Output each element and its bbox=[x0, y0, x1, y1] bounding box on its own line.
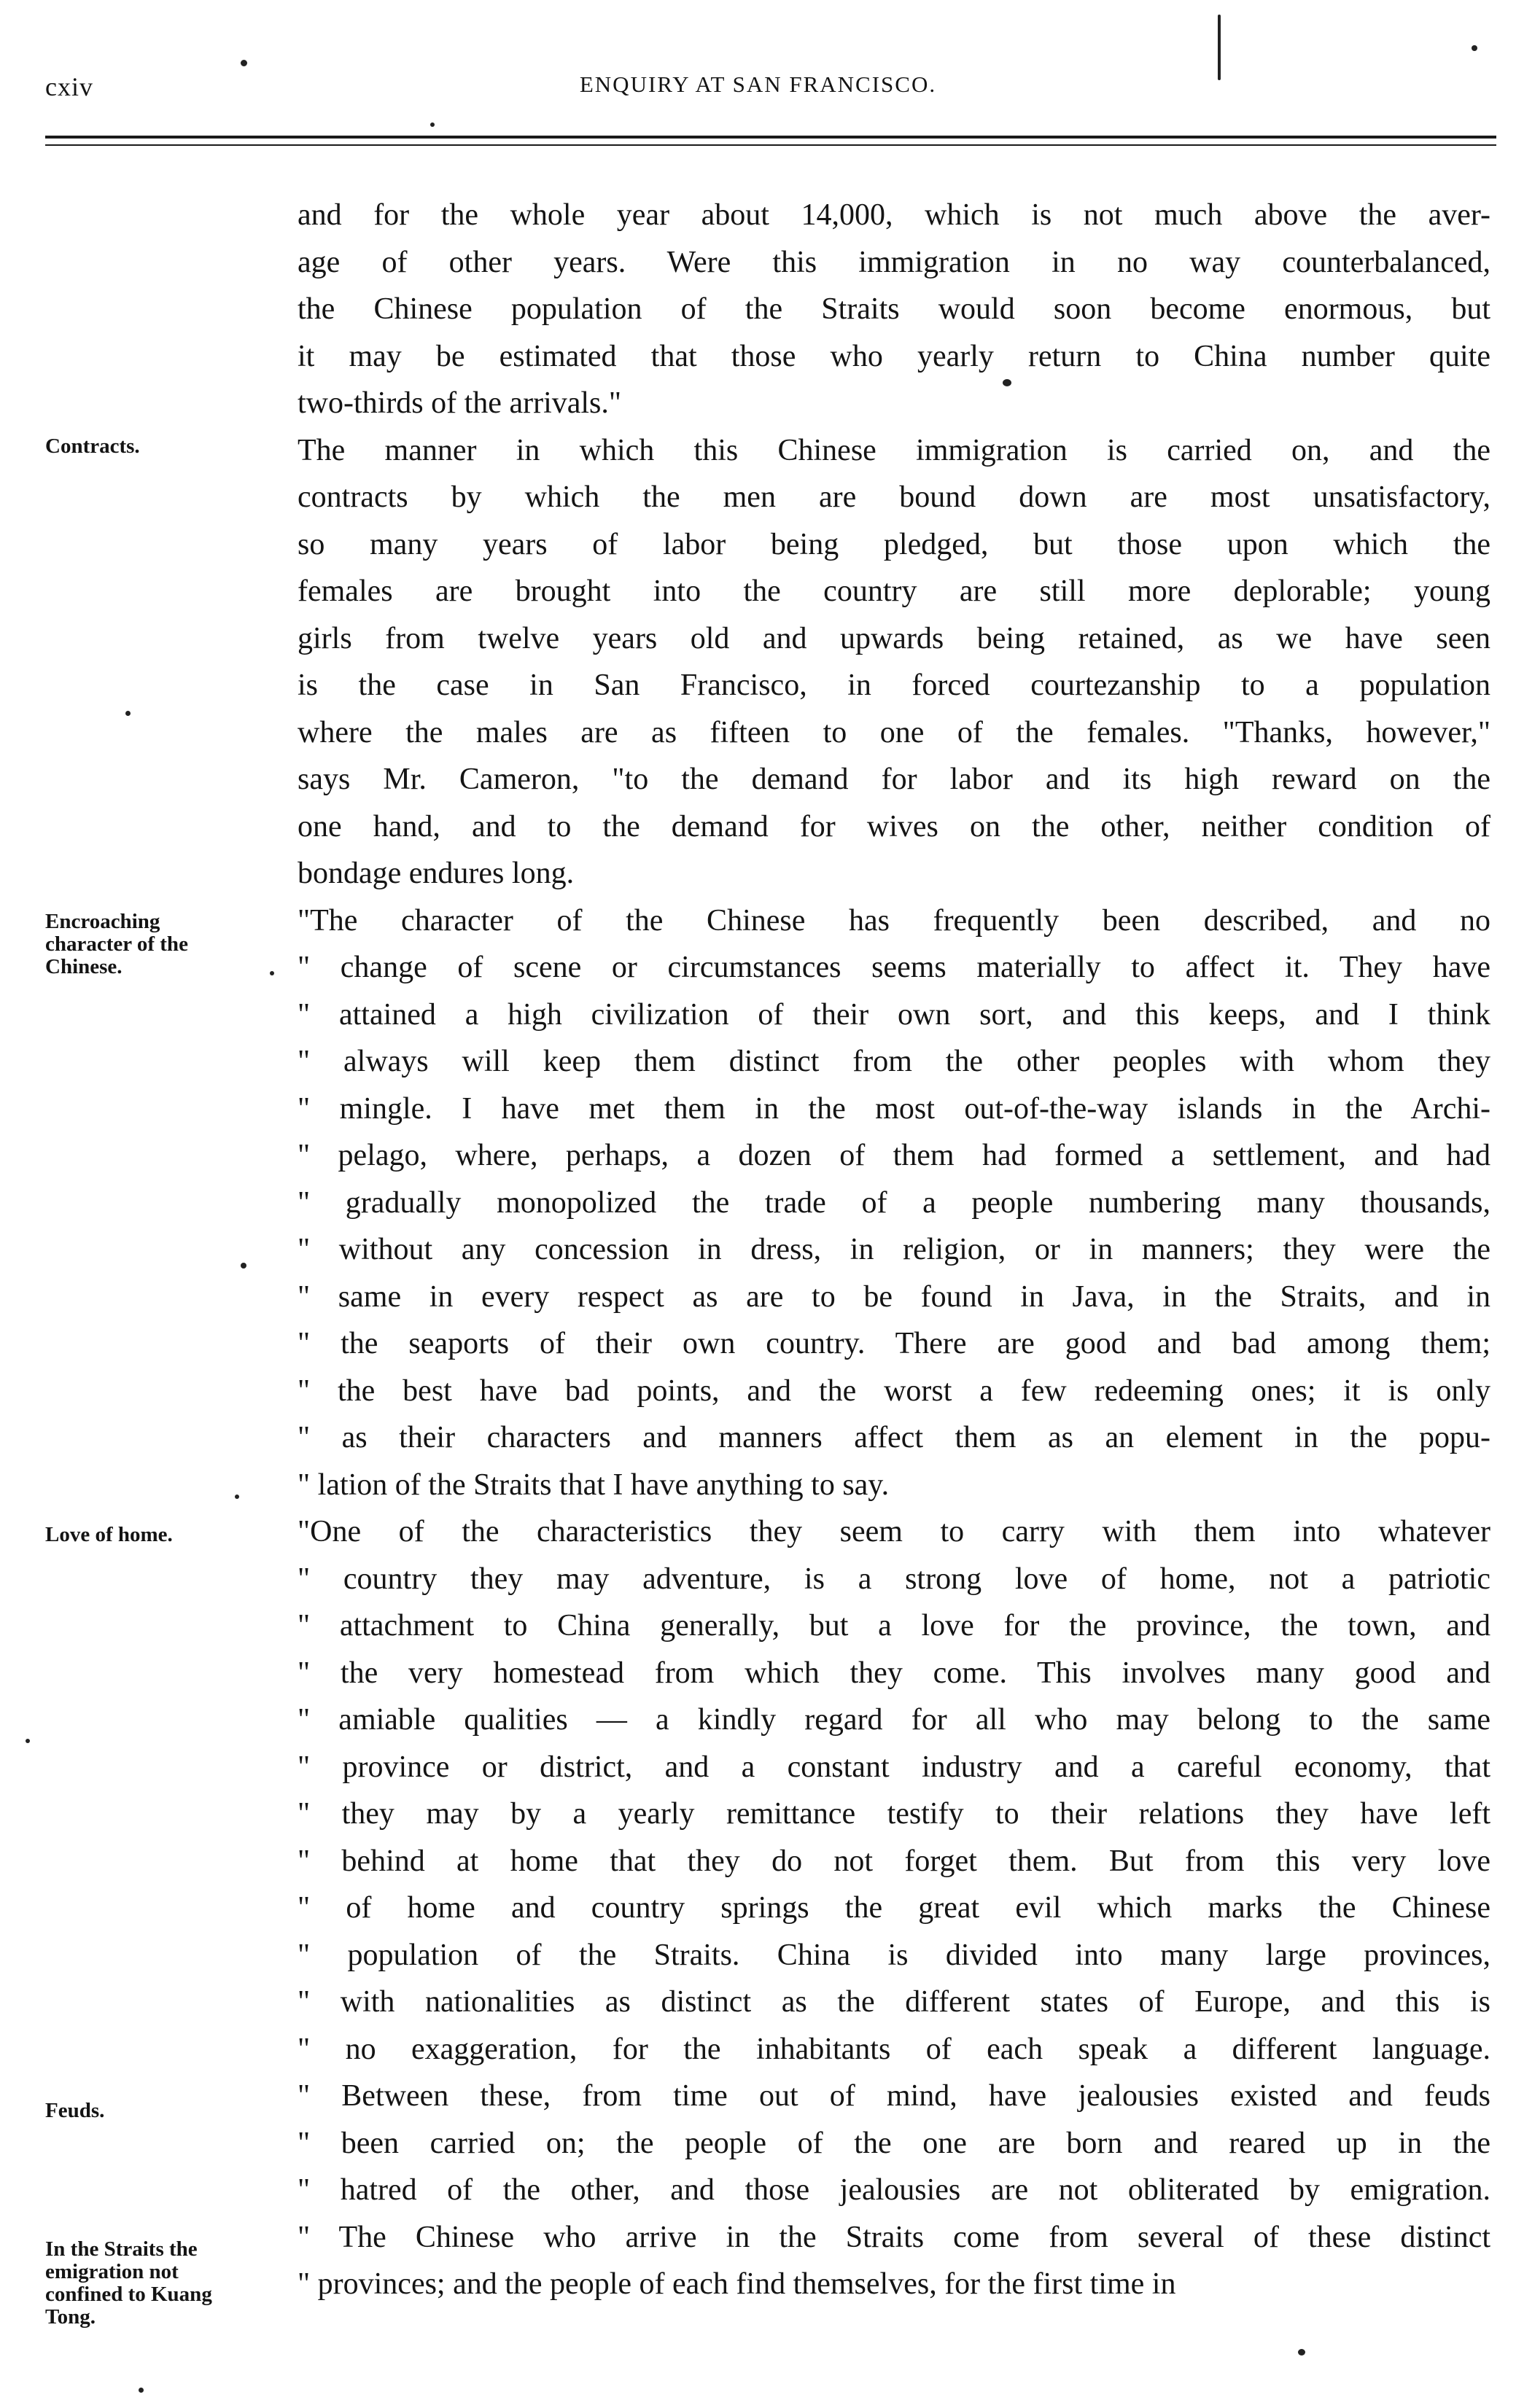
text-line: one hand, and to the demand for wives on the other, neither condition of bbox=[298, 809, 1490, 843]
text-line: " Between these, from time out of mind, have jealousies existed and feuds bbox=[298, 2079, 1490, 2113]
scan-speck bbox=[430, 122, 435, 127]
scan-speck bbox=[26, 1739, 30, 1743]
text-line: " with nationalities as distinct as the different states of Europe, and this is bbox=[298, 1985, 1490, 2019]
scan-speck bbox=[241, 1263, 246, 1269]
text-line: contracts by which the men are bound down are most unsatisfactory, bbox=[298, 480, 1490, 514]
text-line: " always will keep them distinct from the other peoples with whom they bbox=[298, 1045, 1490, 1078]
running-head: ENQUIRY AT SAN FRANCISCO. bbox=[579, 71, 937, 97]
header-rule-thin bbox=[45, 144, 1496, 146]
text-line: " province or district, and a constant industry and a careful economy, that bbox=[298, 1750, 1490, 1784]
margin-note-line: emigration not bbox=[45, 2260, 179, 2283]
margin-note-feuds bbox=[45, 2100, 293, 2122]
margin-note-line: Feuds. bbox=[45, 2099, 105, 2122]
text-line: two-thirds of the arrivals." bbox=[298, 386, 622, 420]
scan-speck bbox=[139, 2388, 144, 2393]
text-line: age of other years. Were this immigration in no way counterbalanced, bbox=[298, 245, 1490, 279]
text-line: " pelago, where, perhaps, a dozen of them had formed a settlement, and had bbox=[298, 1139, 1490, 1172]
page-folio: cxiv bbox=[45, 72, 93, 101]
text-line: the Chinese population of the Straits would soon become enormous, but bbox=[298, 292, 1490, 326]
text-line: it may be estimated that those who yearly return to China number quite bbox=[298, 339, 1490, 373]
text-line: so many years of labor being pledged, but those upon which the bbox=[298, 527, 1490, 561]
text-line: " of home and country springs the great evil which marks the Chinese bbox=[298, 1891, 1490, 1925]
text-line: "One of the characteristics they seem to carry with them into whatever bbox=[298, 1515, 1490, 1548]
margin-note-contracts bbox=[45, 435, 293, 458]
text-line: " the very homestead from which they come. This involves many good and bbox=[298, 1656, 1490, 1690]
text-line: " country they may adventure, is a strong love of home, not a patriotic bbox=[298, 1562, 1490, 1596]
text-line: " attachment to China generally, but a love for the province, the town, and bbox=[298, 1609, 1490, 1643]
scan-speck bbox=[1298, 2349, 1305, 2356]
scan-speck bbox=[125, 711, 131, 716]
margin-note-line: Contracts. bbox=[45, 435, 140, 458]
body-text bbox=[298, 192, 1490, 2308]
text-line: " without any concession in dress, in religion, or in manners; they were the bbox=[298, 1233, 1490, 1266]
margin-note-line: confined to Kuang bbox=[45, 2283, 212, 2306]
text-line: " hatred of the other, and those jealousies are not obliterated by emigration. bbox=[298, 2173, 1490, 2207]
text-line: " change of scene or circumstances seems materially to affect it. They have bbox=[298, 951, 1490, 984]
text-line: " the seaports of their own country. There are good and bad among them; bbox=[298, 1327, 1490, 1360]
scan-speck bbox=[235, 1495, 239, 1499]
text-line: " attained a high civilization of their own sort, and this keeps, and I think bbox=[298, 997, 1490, 1032]
text-line: bondage endures long. bbox=[298, 857, 575, 890]
text-line: " the best have bad points, and the worst a few redeeming ones; it is only bbox=[298, 1374, 1490, 1408]
text-line: " The Chinese who arrive in the Straits come from several of these distinct bbox=[298, 2220, 1490, 2254]
margin-note-straits-emigration bbox=[45, 2238, 293, 2329]
text-line: girls from twelve years old and upwards being retained, as we have seen bbox=[298, 621, 1490, 655]
scan-speck bbox=[241, 60, 247, 66]
margin-note-line: Encroaching bbox=[45, 910, 160, 933]
text-line: " as their characters and manners affect them as an element in the popu- bbox=[298, 1421, 1490, 1454]
text-line: " provinces; and the people of each find themselves, for the first time in bbox=[298, 2267, 1176, 2301]
text-line: " same in every respect as are to be found in Java, in the Straits, and in bbox=[298, 1279, 1490, 1314]
text-line: " behind at home that they do not forget them. But from this very love bbox=[298, 1844, 1490, 1878]
header-rule bbox=[45, 136, 1496, 139]
text-line: " lation of the Straits that I have anything to say. bbox=[298, 1468, 890, 1502]
text-line: and for the whole year about 14,000, which is not much above the aver- bbox=[298, 198, 1490, 232]
text-line: females are brought into the country are still more deplorable; young bbox=[298, 574, 1490, 608]
margin-note-encroaching bbox=[45, 911, 293, 978]
text-line: " been carried on; the people of the one are born and reared up in the bbox=[298, 2126, 1490, 2160]
text-line: "The character of the Chinese has frequently been described, and no bbox=[298, 903, 1490, 938]
scan-speck bbox=[1003, 379, 1011, 386]
scan-speck bbox=[1472, 45, 1477, 51]
margin-note-line: Love of home. bbox=[45, 1523, 173, 1546]
text-line: where the males are as fifteen to one of the females. "Thanks, however," bbox=[298, 715, 1490, 749]
margin-note-line: character of the bbox=[45, 932, 188, 956]
text-line: " population of the Straits. China is divided into many large provinces, bbox=[298, 1938, 1490, 1972]
margin-note-line: In the Straits the bbox=[45, 2237, 198, 2261]
scan-speck bbox=[1218, 15, 1221, 80]
margin-note-love-of-home bbox=[45, 1524, 293, 1546]
text-line: " amiable qualities — a kindly regard for all who may belong to the same bbox=[298, 1703, 1490, 1737]
text-line: " gradually monopolized the trade of a people numbering many thousands, bbox=[298, 1185, 1490, 1220]
text-line: is the case in San Francisco, in forced courtezanship to a population bbox=[298, 669, 1490, 702]
scan-speck bbox=[270, 971, 274, 975]
text-line: " no exaggeration, for the inhabitants of each speak a different language. bbox=[298, 2032, 1490, 2066]
text-line: says Mr. Cameron, "to the demand for labor and its high reward on the bbox=[298, 763, 1490, 796]
text-line: " mingle. I have met them in the most out-of-the-way islands in the Archi- bbox=[298, 1091, 1490, 1126]
text-line: The manner in which this Chinese immigration is carried on, and the bbox=[298, 433, 1490, 467]
text-line: " they may by a yearly remittance testify to their relations they have left bbox=[298, 1797, 1490, 1831]
margin-note-line: Tong. bbox=[45, 2305, 96, 2329]
margin-note-line: Chinese. bbox=[45, 955, 123, 978]
